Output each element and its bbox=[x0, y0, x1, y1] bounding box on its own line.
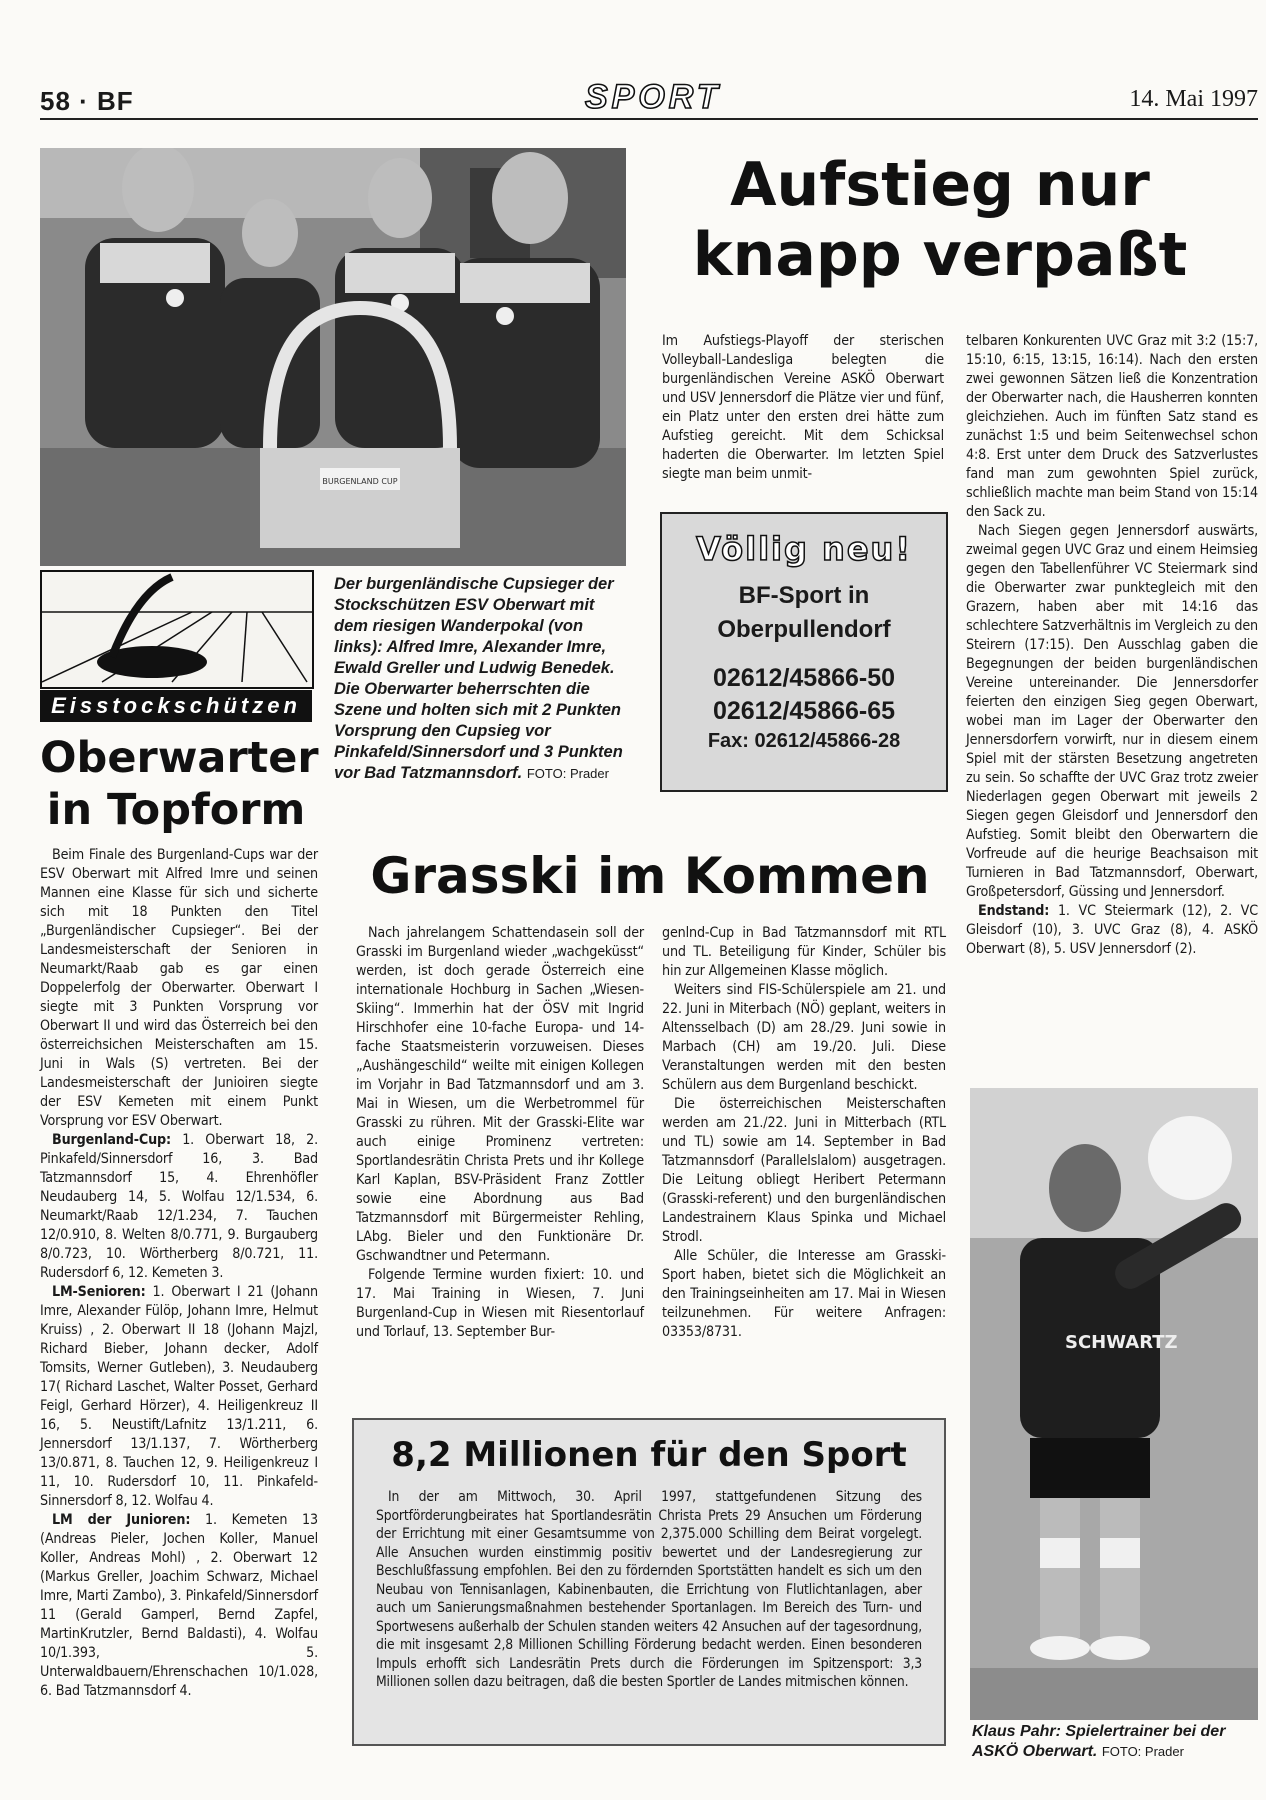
final-label: Endstand: bbox=[978, 903, 1050, 919]
stock-headline: Oberwarter in Topform bbox=[40, 733, 319, 835]
caption-text: Der burgenländische Cupsieger der Stockschützen ESV Oberwart mit dem riesigen Wanderpokal (von links): Alfred Imre, Alexander Imre, Ewald Greller und Ludwig Benedek. Die Oberwarter beherrschten die Szene und holten sich mit 2 Punkten Vorsprung den Cupsieg vor Pinkafeld/Sinnersdorf und 3 Punkten vor Bad Tatzmannsdorf. bbox=[334, 575, 623, 782]
header-rule bbox=[40, 118, 1258, 120]
volleyball-paragraph: telbaren Konkurenten UVC Graz mit 3:2 (15:7, 15:10, 6:15, 13:15, 16:14). Nach den ersten zwei gewonnen Sätzen ließ die Konzentration der Oberwarter nach, die Hausherren konnten gleichziehen. Auch im fünften Satz stand es zunächst 1:5 und beim Seitenwechsel schon 4:8. Erst unter dem Druck des Satzverlustes fand man zum gewohnten Spiel zurück, schließlich machte man beim Stand von 15:14 den Sack zu. bbox=[966, 333, 1258, 520]
grasski-paragraph: genlnd-Cup in Bad Tatzmannsdorf mit RTL und TL. Beteiligung für Kinder, Schüler bis hin zur Allgemeinen Klasse möglich. bbox=[662, 925, 946, 979]
volleyball-paragraph: Im Aufstiegs-Playoff der sterischen Volleyball-Landesliga belegten die burgenländischen Vereine ASKÖ Oberwart und USV Jennersdorf die Plätze vier und fünf, ein Platz unter den ersten drei hätte zum Aufstieg gereicht. Mit dem Schicksal haderten die Oberwarter. Im letzten Spiel siegte man beim unmit- bbox=[662, 333, 944, 482]
grasski-paragraph: Weiters sind FIS-Schülerspiele am 21. und 22. Juni in Miterbach (NÖ) geplant, weiters in Altensselbach (D) am 28./29. Juni sowie in Marbach (CH) am 19./20. Juli. Diese Veranstaltungen werden mit den besten Schülern aus dem Burgenland beschickt. bbox=[662, 982, 946, 1093]
grasski-paragraph: Folgende Termine wurden fixiert: 10. und 17. Mai Training in Wiesen, 7. Juni Burgenland-Cup in Wiesen mit Riesentorlauf und Torlauf, 13. September Bur- bbox=[356, 1267, 644, 1340]
promo-fax: Fax: 02612/45866-28 bbox=[707, 730, 901, 752]
millionen-body bbox=[376, 1488, 922, 1692]
promo-line1: BF-Sport in bbox=[738, 582, 870, 609]
stock-article-body bbox=[40, 846, 318, 1701]
grasski-headline: Grasski im Kommen bbox=[370, 847, 930, 905]
jersey-text: SCHWARTZ bbox=[1065, 1332, 1178, 1353]
grasski-paragraph: Nach jahrelangem Schattendasein soll der Grasski im Burgenland wieder „wachgeküsst“ werden, ist doch gerade Österreich eine internationale Hochburg in Sachen „Wiesen-Skiing“. Immerhin hat der ÖSV mit Ingrid Hirschhofer eine 10-fache Europa- und 14-fache Staatsmeisterin vorzuweisen. Dieses „Aushängeschild“ weilte mit einigen Kollegen im Vorjahr in Bad Tatzmannsdorf und am 3. Mai in Wiesen, um die Werbetrommel für Grasski zu rühren. Mit der Grasski-Elite war auch einige Prominenz vertreten: Sportlandesrätin Christa Prets und ihr Kollege Karl Kaplan, BSV-Präsident Franz Zottler sowie eine Abordnung aus Bad Tatzmannsdorf mit Bürgermeister Rehling, LAbg. Bieler und den Funktionäre Dr. Gschwandtner und Petermann. bbox=[356, 925, 644, 1264]
stock-intro: Beim Finale des Burgenland-Cups war der ESV Oberwart mit Alfred Imre und seinen Mannen eine Klasse für sich und sicherte sich mit 18 Punkten den Titel „Burgenländischer Cupsieger“. Bei der Landesmeisterschaft der Senioren in Neumarkt/Raab gab es gar einen Doppelerfolg der Oberwarter. Oberwart I siegte mit 3 Punkten Vorsprung vor Oberwart II und wird das Österreich bei den österreichsichen Meisterschaften am 15. Juni in Wals (S) vertreten. Bei der Landesmeisterschaft der Junioiren siegte der ESV Kemeten mit einem Punkt Vorsprung vor ESV Oberwart. bbox=[40, 847, 318, 1129]
promo-phone2: 02612/45866-65 bbox=[712, 697, 896, 725]
millionen-box bbox=[352, 1418, 946, 1746]
result-label: Burgenland-Cup: bbox=[52, 1132, 171, 1148]
promo-line2: Oberpullendorf bbox=[717, 616, 891, 643]
caption-text: Klaus Pahr: Spielertrainer bei der ASKÖ Oberwart. bbox=[972, 1723, 1226, 1760]
photo-credit: FOTO: Prader bbox=[1101, 1744, 1184, 1759]
issue-date: 14. Mai 1997 bbox=[1129, 86, 1258, 112]
page-number: 58 · BF bbox=[40, 86, 134, 116]
final-text: 1. VC Steiermark (12), 2. VC Gleisdorf (10), 3. UVC Graz (8), 4. ASKÖ Oberwart (8), 5. USV Jennersdorf (2). bbox=[966, 903, 1259, 957]
promo-phone1: 02612/45866-50 bbox=[712, 664, 896, 692]
category-banner: Eisstockschützen bbox=[40, 690, 312, 722]
promo-title: Völlig neu! bbox=[696, 530, 912, 568]
grasski-paragraph: Die österreichischen Meisterschaften werden am 21./22. Juni in Mitterbach (RTL und TL) sowie am 14. September in Bad Tatzmannsdorf (Parallelslalom) ausgetragen. Die Leitung obliegt Heribert Petermann (Grasski-referent) und den burgenländischen Landestrainern Klaus Spinka und Michael Strodl. bbox=[662, 1096, 946, 1245]
volleyball-col1 bbox=[662, 332, 944, 484]
team-photo bbox=[40, 148, 626, 566]
headline-line: knapp verpaßt bbox=[692, 220, 1188, 290]
headline-line: Aufstieg nur bbox=[730, 150, 1150, 220]
player-photo bbox=[970, 1088, 1258, 1720]
grasski-paragraph: Alle Schüler, die Interesse am Grasski-Sport haben, bietet sich die Möglichkeit an den Trainingseinheiten am 17. Mai in Wiesen teilzunehmen. Für weitere Anfragen: 03353/8731. bbox=[662, 1248, 946, 1340]
section-title: SPORT bbox=[585, 78, 722, 116]
player-photo-caption bbox=[972, 1722, 1262, 1762]
millionen-paragraph: In der am Mittwoch, 30. April 1997, stattgefundenen Sitzung des Sportförderungbeirates hat Sportlandesrätin Christa Prets 29 Ansuchen um Förderung der Errichtung mit einer Gesamtsumme von 2,375.000 Schilling dem Beirat vorgelegt. Alle Ansuchen wurden einstimmig positiv bewertet und der Landesregierung zur Beschlußfassung empfohlen. Bei den zu fördernden Sportstätten handelt es sich um den Neubau von Tennisanlagen, Kabinenbauten, die Errichtung von Flutlichtanlagen, aber auch um Sanierungsmaßnahmen bestehender Sportanlagen. Im Bereich des Turn- und Sportwesens außerhalb der Schulen standen weiters 42 Ansuchen auf der tagesordnung, die mit insgesamt 2,8 Millionen Schilling Förderung bedacht werden. Einen besonderen Impuls erhofft sich Landesrätin Prets durch die Förderungen im Spitzensport: 3,3 Millionen sollen dazu beitragen, daß die besten Sportler de Landes mitmischen können. bbox=[376, 1489, 922, 1690]
result-text: 1. Oberwart I 21 (Johann Imre, Alexander Fülöp, Johann Imre, Helmut Kruiss) , 2. Oberwart II 18 (Johann Majzl, Richard Bieber, Johann decker, Adolf Tomsits, Werner Gutleben), 3. Neudauberg 17( Richard Laschet, Walter Posset, Gerhard Feigl, Gerhard Hörzer), 4. Heiligenkreuz II 16, 5. Neustift/Lafnitz 13/1.211, 6. Jennersdorf 13/1.137, 7. Wörtherberg 13/0.871, 8. Tauchen 12, 9. Heiligenkreuz I 11, 10. Rudersdorf 10, 11. Pinkafeld-Sinnersdorf 8, 12. Wolfau 4. bbox=[40, 1284, 318, 1509]
millionen-headline: 8,2 Millionen für den Sport bbox=[391, 1435, 907, 1475]
volleyball-col2 bbox=[966, 332, 1258, 959]
result-text: 1. Kemeten 13 (Andreas Pieler, Jochen Koller, Manuel Koller, Andreas Mohl) , 2. Oberwart 12 (Markus Greller, Joachim Schwarz, Michael Imre, Marti Zambo), 3. Pinkafeld/Sinnersdorf 11 (Gerald Gamperl, Bernd Zapfel, MartinKrutzler, Bernd Baldasti), 4. Wolfau 10/1.393, 5. Unterwaldbauern/Ehrenschachen 10/1.028, 6. Bad Tatzmannsdorf 4. bbox=[40, 1512, 318, 1699]
grasski-col1 bbox=[356, 924, 644, 1342]
promo-box bbox=[660, 512, 948, 792]
volleyball-paragraph: Nach Siegen gegen Jennersdorf auswärts, zweimal gegen UVC Graz und einem Heimsieg gegen den Tabellenführer VC Steiermark sind die Oberwarter zwar punktegleich mit den Grazern, haben aber mit 14:16 das schlechtere Satzverhältnis im Vergleich zu den Steirern (17:15). Den Ausschlag gaben die Begegnungen der beiden burgenländischen Vereine untereinander. Die Jennersdorfer feierten den einzigen Sieg gegen Oberwart, wobei man im Lager der Oberwarter den Jennersdorfern vorwirft, nur in diesem einem Spiel mit der stärsten Besetzung angetreten zu sein. So schaffte der UVC Graz trotz zweier Niederlagen gegen Oberwart mit jeweils 2 Siegen gegen Gleisdorf und Jennersdorf den Aufstieg. Somit bleibt den Oberwartern die Vorfreude auf die heurige Beachsaison mit Turnieren in Bad Tatzmannsdorf, Oberwart, Großpetersdorf, Güssing und Jennersdorf. bbox=[966, 523, 1258, 900]
team-photo-caption bbox=[334, 574, 630, 784]
photo-credit: FOTO: Prader bbox=[526, 766, 609, 781]
result-text: 1. Oberwart 18, 2. Pinkafeld/Sinnersdorf 16, 3. Bad Tatzmannsdorf 15, 4. Ehrenhöfler Neudauberg 14, 5. Wolfau 12/1.534, 6. Neumarkt/Raab 12/1.234, 7. Tauchen 12/0.910, 8. Welten 8/0.771, 9. Burgauberg 8/0.723, 10. Wörtherberg 8/0.721, 11. Rudersdorf 6, 12. Kemeten 3. bbox=[40, 1132, 319, 1281]
eisstock-icon bbox=[40, 570, 314, 689]
trophy-plate-text: BURGENLAND CUP bbox=[322, 477, 398, 486]
volleyball-headline bbox=[660, 150, 1220, 290]
grasski-col2 bbox=[662, 924, 946, 1342]
result-label: LM der Junioren: bbox=[52, 1512, 191, 1528]
result-label: LM-Senioren: bbox=[52, 1284, 146, 1300]
